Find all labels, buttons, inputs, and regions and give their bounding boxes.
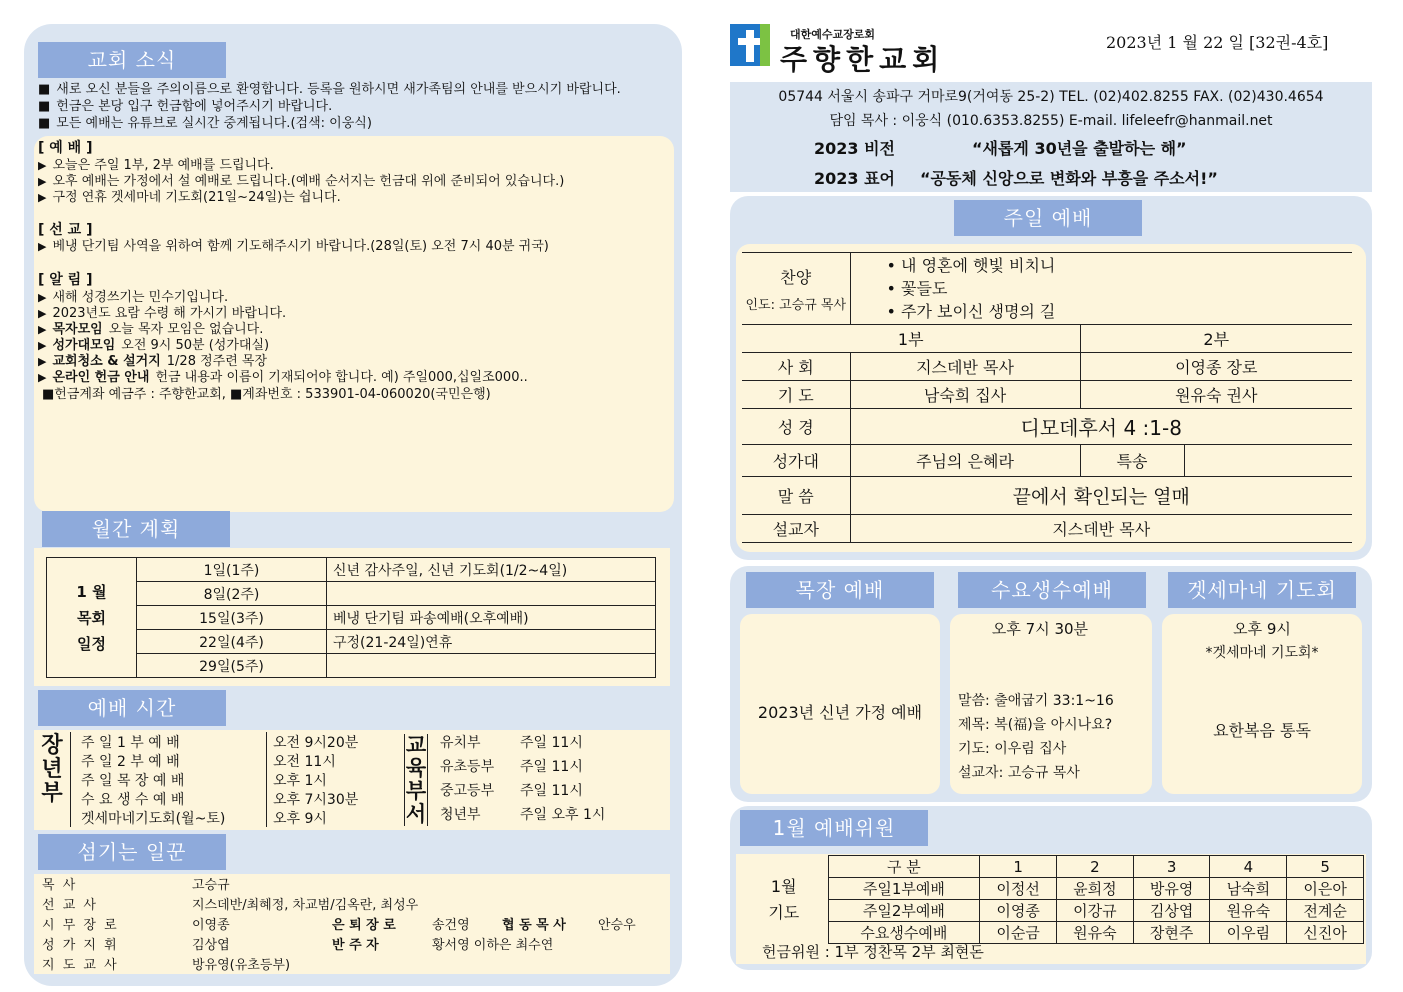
service-time: 오전 11시	[273, 754, 336, 770]
cell-worship-header	[746, 572, 934, 608]
bulletin-date: 2023년 1 월 22 일 [32권-4호]	[1106, 33, 1329, 52]
servant-names: 송건영	[432, 918, 470, 933]
special-label: 특송	[1080, 445, 1184, 477]
pastor-contact: 담임 목사 : 이웅식 (010.6353.8255) E-mail. lifeleefr@hanmail.net	[829, 113, 1273, 129]
servant-row-elders	[42, 918, 636, 934]
wednesday-worship-header	[958, 572, 1146, 608]
service-name: 겟세마네기도회(월~토)	[71, 808, 267, 827]
sunday-worship-header	[954, 200, 1142, 236]
committee-cell: 방유영	[1133, 878, 1210, 900]
edu-service-list	[440, 732, 660, 828]
motto-label: 2023 표어	[814, 169, 896, 188]
church-name: 주향한교회	[780, 43, 946, 76]
committee-cell: 수요생수예배	[828, 922, 980, 944]
news-intro-3: ■ 모든 예배는 유튜브로 실시간 중계됩니다.(검색: 이웅식)	[38, 116, 372, 132]
worship-item-1: ▶ 오늘은 주일 1부, 2부 예배를 드립니다.	[38, 158, 274, 174]
monthly-event: 베냉 단기팀 파송예배(오후예배)	[327, 606, 656, 630]
gethsemane-text: 요한복음 통독	[1213, 721, 1311, 740]
vision-text: “새롭게 30년을 출발하는 해”	[972, 139, 1187, 158]
edu-time: 주일 11시	[520, 735, 583, 751]
servant-names: 고승규	[192, 878, 230, 893]
committee-cell: 윤희정	[1056, 878, 1133, 900]
praise-cell	[742, 253, 850, 325]
monthly-plan-title: 월간 계획	[91, 517, 181, 541]
sermon-label: 말 씀	[742, 477, 850, 515]
service-1-header: 1부	[742, 325, 1080, 353]
adult-service-row	[71, 789, 400, 808]
offering-committee: 헌금위원 : 1부 정찬목 2부 최현돈	[762, 943, 984, 961]
committee-cell: 주일2부예배	[828, 900, 980, 922]
edu-service-row	[440, 780, 660, 804]
scripture-reference: 디모데후서 4 :1-8	[850, 409, 1352, 445]
servant-row-choir	[42, 938, 553, 954]
song-title: 내 영혼에 햇빛 비치니	[901, 256, 1056, 275]
notice-item-4	[38, 338, 269, 354]
song-title: 주가 보이신 생명의 길	[901, 302, 1056, 321]
preacher-name: 지스데반 목사	[850, 515, 1352, 543]
choir-song: 주님의 은혜라	[850, 445, 1080, 477]
servant-names: 이영종	[192, 918, 230, 933]
edu-service-row	[440, 732, 660, 756]
notice-text: 1/28 정주련 목장	[166, 354, 268, 369]
motto-text: “공동체 신앙으로 변화와 부흥을 주소서!”	[920, 169, 1218, 188]
adult-service-row	[71, 808, 400, 827]
servant-row-pastor	[42, 878, 230, 894]
notice-heading: [ 알 림 ]	[38, 272, 93, 288]
committee-cell: 신진아	[1287, 922, 1364, 944]
host-1: 지스데반 목사	[850, 353, 1080, 381]
special-song	[1184, 445, 1352, 477]
committee-col-header: 구 분	[828, 856, 980, 878]
committee-side-label: 1월 기도	[740, 856, 828, 944]
notice-text: 오전 9시 50분 (성가대실)	[121, 338, 270, 353]
service-name: 수 요 생 수 예 배	[71, 789, 267, 808]
servant-names: 지스데반/최혜정, 차교범/김옥란, 최성우	[192, 898, 419, 913]
notice-text: 2023년도 요람 수령 해 가시기 바랍니다.	[52, 306, 287, 321]
committee-cell: 이우림	[1210, 922, 1287, 944]
song-item: • 내 영혼에 햇빛 비치니	[886, 256, 1056, 275]
sunday-worship-title: 주일 예배	[1003, 206, 1093, 230]
host-2: 이영종 장로	[1080, 353, 1352, 381]
service-time: 오후 9시	[273, 811, 327, 827]
news-intro-1: ■ 새로 오신 분들을 주의이름으로 환영합니다. 등록을 원하시면 새가족팀의 안내를 받으시기 바랍니다.	[38, 82, 621, 98]
edu-time: 주일 오후 1시	[520, 807, 606, 823]
vision-label: 2023 비전	[814, 139, 896, 158]
mission-heading: [ 선 교 ]	[38, 222, 93, 238]
monthly-date: 8일(2주)	[137, 582, 327, 606]
praise-leader: 인도: 고승규 목사	[745, 297, 847, 313]
notice-item-6	[38, 370, 528, 386]
notice-text: 헌금 내용과 이름이 기재되어야 합니다. 예) 주일000,십일조000..	[155, 370, 528, 385]
servant-role: 은 퇴 장 로	[332, 918, 396, 933]
service-name: 주 일 2 부 예 배	[71, 751, 267, 770]
servant-role: 협 동 목 사	[502, 918, 566, 933]
wednesday-line-2: 제목: 복(福)을 아시나요?	[958, 717, 1113, 733]
notice-label: 목자모임	[52, 322, 103, 337]
song-item: • 주가 보이신 생명의 길	[886, 302, 1056, 321]
wednesday-worship-title: 수요생수예배	[991, 578, 1113, 602]
servant-names: 황서영 이하은 최수연	[432, 938, 554, 953]
service-name: 주 일 1 부 예 배	[71, 732, 267, 751]
edu-name: 청년부	[440, 807, 481, 823]
monthly-date: 29일(5주)	[137, 654, 327, 678]
host-label: 사 회	[742, 353, 850, 381]
preacher-label: 설교자	[742, 515, 850, 543]
edu-time: 주일 11시	[520, 783, 583, 799]
praise-label: 찬양	[780, 267, 812, 287]
committee-cell: 이순금	[980, 922, 1057, 944]
scripture-label: 성 경	[742, 409, 850, 445]
gethsemane-time: 오후 9시	[1233, 620, 1291, 638]
edu-service-row	[440, 756, 660, 780]
monthly-event: 구정(21-24일)연휴	[327, 630, 656, 654]
servant-role: 성 가 지 휘	[42, 938, 119, 953]
servant-names: 김상엽	[192, 938, 230, 953]
servant-role: 목 사	[42, 878, 78, 893]
denomination: 대한예수교장로회	[790, 28, 876, 41]
song-title: 꽃들도	[901, 279, 948, 298]
committee-cell: 주일1부예배	[828, 878, 980, 900]
notice-text: 새해 성경쓰기는 민수기입니다.	[52, 290, 229, 305]
edu-service-row	[440, 804, 660, 828]
song-list	[850, 253, 1352, 325]
monthly-plan-header	[42, 511, 230, 547]
news-intro-2: ■ 헌금은 본당 입구 헌금함에 넣어주시기 바랍니다.	[38, 99, 332, 115]
adult-label: 장년부	[41, 733, 63, 806]
committee-table	[740, 855, 1364, 944]
service-time: 오후 1시	[273, 773, 327, 789]
offering-account: ■헌금계좌 예금주 : 주향한교회, ■계좌번호 : 533901-04-060020(국민은행)	[42, 387, 491, 402]
committee-cell: 이영종	[980, 900, 1057, 922]
wednesday-time: 오후 7시 30분	[991, 620, 1089, 638]
committee-cell: 원유숙	[1210, 900, 1287, 922]
mission-item-1: ▶ 베냉 단기팀 사역을 위하여 함께 기도해주시기 바랍니다.(28일(토) 오전 7시 40분 귀국)	[38, 239, 549, 255]
edu-name: 유초등부	[440, 759, 495, 775]
committee-col-header: 2	[1056, 856, 1133, 878]
service-times-title: 예배 시간	[87, 696, 177, 720]
committee-cell: 이은아	[1287, 878, 1364, 900]
sunday-order-table	[742, 252, 1352, 543]
committee-cell: 남숙희	[1210, 878, 1287, 900]
notice-label: 교회청소 & 설거지	[52, 354, 161, 369]
monthly-table	[46, 557, 656, 678]
song-item: • 꽃들도	[886, 279, 948, 298]
servants-header	[38, 834, 226, 870]
servant-role: 선 교 사	[42, 898, 98, 913]
committee-cell: 이정선	[980, 878, 1057, 900]
service-time: 오전 9시20분	[273, 735, 359, 751]
committee-cell: 이강규	[1056, 900, 1133, 922]
adult-service-row	[71, 770, 400, 789]
committee-title: 1월 예배위원	[772, 816, 896, 840]
notice-text: 오늘 목자 모임은 없습니다.	[108, 322, 264, 337]
side-label-line: 목회	[77, 608, 106, 627]
prayer-label: 기 도	[742, 381, 850, 409]
gethsemane-title: 겟세마네 기도회	[1187, 578, 1337, 602]
servant-row-missionary	[42, 898, 418, 914]
worship-item-3: ▶ 구정 연휴 겟세마네 기도회(21일~24일)는 쉽니다.	[38, 190, 341, 206]
gethsemane-card	[1162, 614, 1362, 794]
edu-name: 중고등부	[440, 783, 495, 799]
gethsemane-sub: *겟세마네 기도회*	[1205, 645, 1319, 661]
servant-role: 반 주 자	[332, 938, 379, 953]
monthly-side-label	[47, 558, 137, 678]
servant-row-teacher	[42, 958, 290, 974]
adult-service-row	[71, 732, 400, 751]
monthly-event	[327, 654, 656, 678]
monthly-date: 22일(4주)	[137, 630, 327, 654]
servant-names: 안승우	[598, 918, 636, 933]
wednesday-line-4: 설교자: 고승규 목사	[958, 765, 1080, 781]
sermon-title: 끝에서 확인되는 열매	[850, 477, 1352, 515]
notice-item-1	[38, 290, 228, 306]
committee-header	[740, 810, 928, 846]
servant-names: 방유영(유초등부)	[192, 958, 291, 973]
gethsemane-header	[1168, 572, 1356, 608]
side-label-line: 일정	[77, 634, 106, 653]
monthly-event: 신년 감사주일, 신년 기도회(1/2~4일)	[327, 558, 656, 582]
cell-worship-text: 2023년 신년 가정 예배	[757, 703, 923, 722]
wednesday-line-1: 말씀: 출애굽기 33:1~16	[958, 693, 1114, 709]
prayer-1: 남숙희 집사	[850, 381, 1080, 409]
adult-service-list	[70, 732, 400, 827]
servant-role: 시 무 장 로	[42, 918, 119, 933]
monthly-event	[327, 582, 656, 606]
committee-col-header: 5	[1287, 856, 1364, 878]
edu-label: 교육부서	[405, 733, 427, 826]
church-address: 05744 서울시 송파구 거마로9(거여동 25-2) TEL. (02)402.8255 FAX. (02)430.4654	[778, 89, 1324, 105]
committee-cell: 김상엽	[1133, 900, 1210, 922]
prayer-2: 원유숙 권사	[1080, 381, 1352, 409]
service-name: 주 일 목 장 예 배	[71, 770, 267, 789]
choir-label: 성가대	[742, 445, 850, 477]
edu-name: 유치부	[440, 735, 481, 751]
adult-service-row	[71, 751, 400, 770]
service-times-header	[38, 690, 226, 726]
servants-title: 섬기는 일꾼	[77, 840, 187, 864]
service-2-header: 2부	[1080, 325, 1352, 353]
side-label-line: 1 월	[76, 582, 107, 601]
committee-cell: 장현주	[1133, 922, 1210, 944]
church-news-header	[38, 42, 226, 78]
committee-col-header: 3	[1133, 856, 1210, 878]
worship-heading: [ 예 배 ]	[38, 140, 93, 156]
servant-role: 지 도 교 사	[42, 958, 119, 973]
notice-item-3	[38, 322, 263, 338]
edu-time: 주일 11시	[520, 759, 583, 775]
cell-worship-title: 목장 예배	[795, 578, 885, 602]
notice-item-5	[38, 354, 267, 370]
monthly-date: 1일(1주)	[137, 558, 327, 582]
church-news-title: 교회 소식	[87, 48, 177, 72]
monthly-date: 15일(3주)	[137, 606, 327, 630]
wednesday-line-3: 기도: 이우림 집사	[958, 741, 1067, 757]
service-time: 오후 7시30분	[273, 792, 359, 808]
notice-label: 성가대모임	[52, 338, 116, 353]
committee-col-header: 1	[980, 856, 1057, 878]
notice-item-2	[38, 306, 286, 322]
worship-item-2: ▶ 오후 예배는 가정에서 설 예배로 드립니다.(예배 순서지는 헌금대 위에 준비되어 있습니다.)	[38, 174, 564, 190]
committee-cell: 원유숙	[1056, 922, 1133, 944]
notice-label: 온라인 헌금 안내	[52, 370, 150, 385]
committee-cell: 전계순	[1287, 900, 1364, 922]
church-logo-icon	[730, 24, 770, 66]
committee-col-header: 4	[1210, 856, 1287, 878]
